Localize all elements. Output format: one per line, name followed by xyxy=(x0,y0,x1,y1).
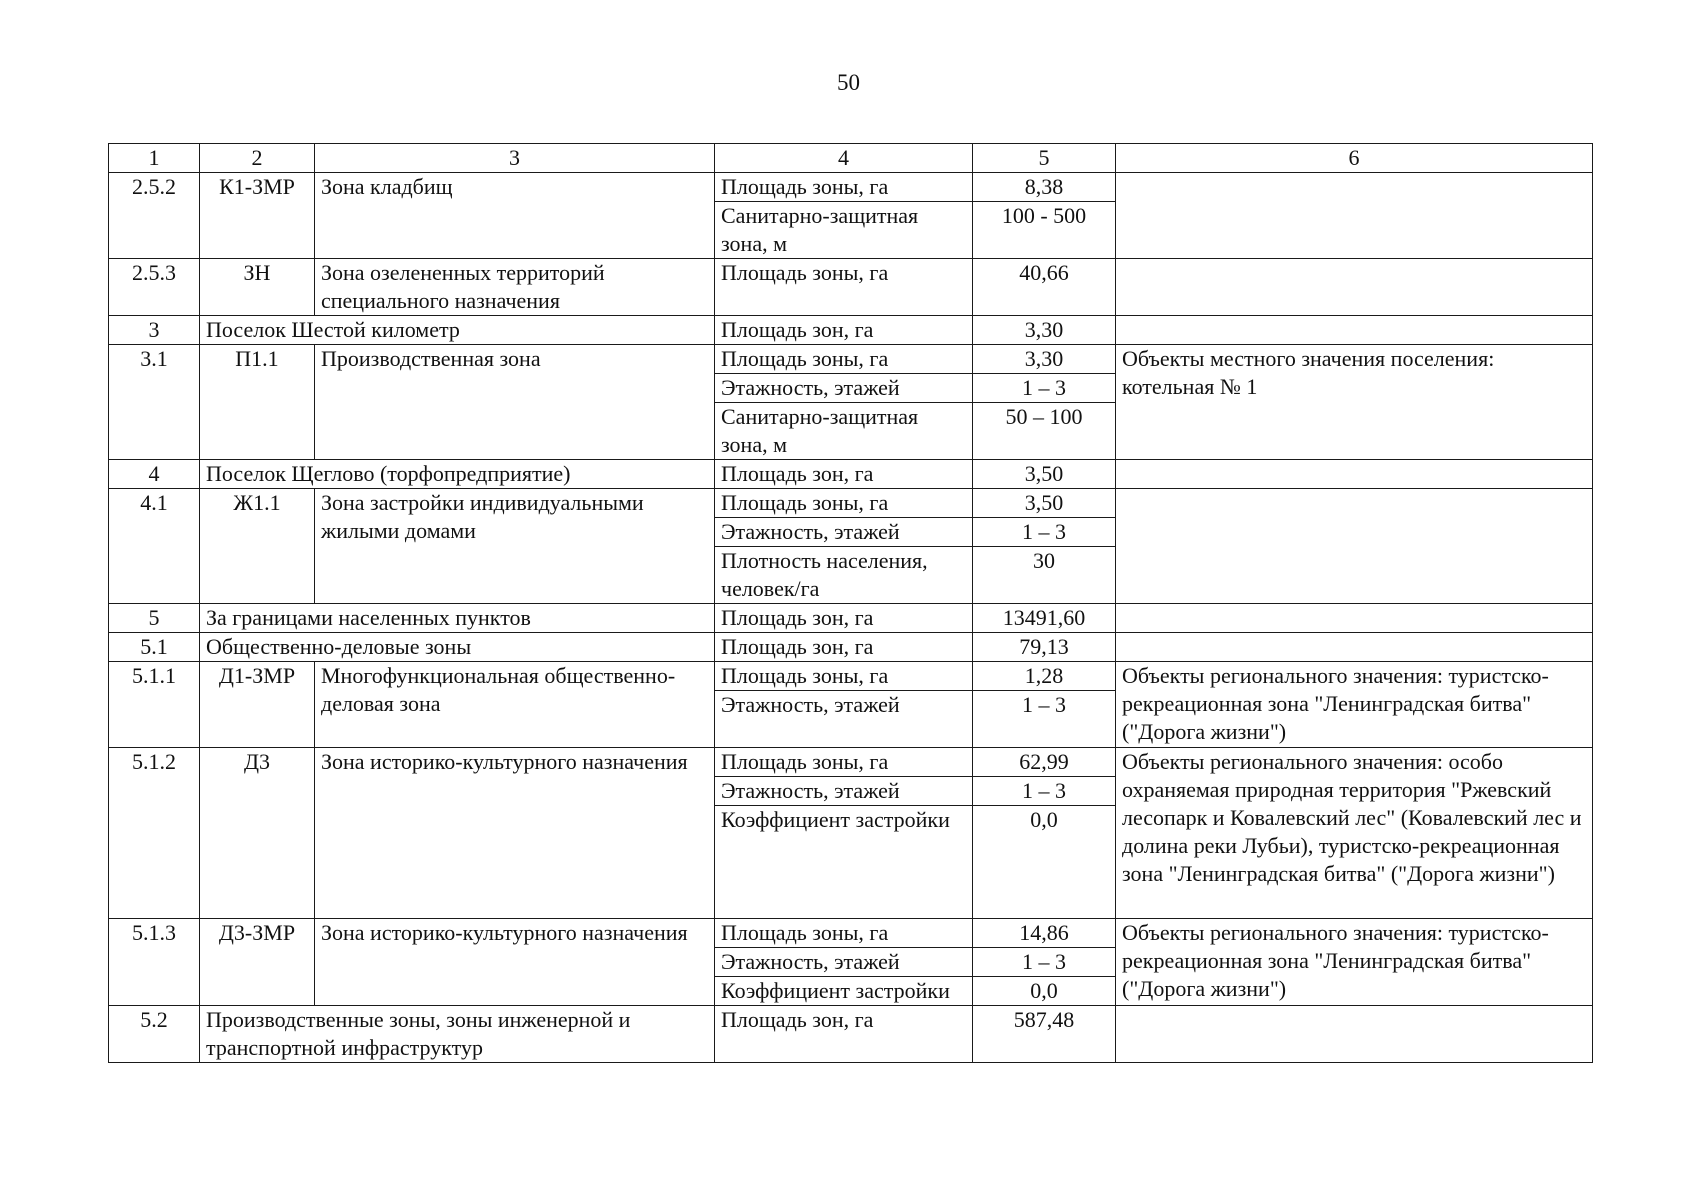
parameter-name: Площадь зон, га xyxy=(715,1006,973,1063)
parameter-value: 1 – 3 xyxy=(973,948,1116,977)
parameter-value: 1 – 3 xyxy=(973,518,1116,547)
table-header-row xyxy=(109,144,1593,173)
parameter-value: 79,13 xyxy=(973,633,1116,662)
zone-code: Ж1.1 xyxy=(200,489,315,604)
zone-name: Зона историко-культурного назначения xyxy=(315,919,715,1006)
zone-name: Зона застройки индивидуальными жилыми домами xyxy=(315,489,715,604)
zone-code: ЗН xyxy=(200,259,315,316)
table-row xyxy=(109,1006,1593,1063)
parameter-value: 62,99 xyxy=(973,748,1116,777)
section-name: Общественно-деловые зоны xyxy=(200,633,715,662)
header-cell: 6 xyxy=(1116,144,1593,173)
zone-objects: Объекты регионального значения: туристско-рекреационная зона "Ленинградская битва" ("Дорога жизни") xyxy=(1116,662,1593,748)
row-number: 5.1 xyxy=(109,633,200,662)
zone-name: Зона кладбищ xyxy=(315,173,715,259)
parameter-name: Площадь зоны, га xyxy=(715,748,973,777)
row-number: 5.2 xyxy=(109,1006,200,1063)
zone-objects xyxy=(1116,316,1593,345)
row-number: 2.5.3 xyxy=(109,259,200,316)
parameter-value: 100 - 500 xyxy=(973,202,1116,259)
table-row xyxy=(109,489,1593,518)
table-row xyxy=(109,919,1593,948)
parameter-name: Плотность населения, человек/га xyxy=(715,547,973,604)
zone-code: Д3-ЗМР xyxy=(200,919,315,1006)
parameter-name: Площадь зоны, га xyxy=(715,259,973,316)
zone-objects: Объекты местного значения поселения: котельная № 1 xyxy=(1116,345,1593,460)
zone-code: П1.1 xyxy=(200,345,315,460)
zone-objects xyxy=(1116,1006,1593,1063)
page-number: 50 xyxy=(837,70,860,95)
row-number: 5.1.2 xyxy=(109,748,200,919)
header-cell: 4 xyxy=(715,144,973,173)
zone-objects xyxy=(1116,633,1593,662)
parameter-value: 14,86 xyxy=(973,919,1116,948)
parameter-name: Коэффициент застройки xyxy=(715,977,973,1006)
section-name: За границами населенных пунктов xyxy=(200,604,715,633)
parameter-name: Площадь зон, га xyxy=(715,604,973,633)
parameter-value: 3,30 xyxy=(973,316,1116,345)
zone-objects xyxy=(1116,604,1593,633)
parameter-value: 1,28 xyxy=(973,662,1116,691)
table-row xyxy=(109,662,1593,691)
zone-objects: Объекты регионального значения: особо охраняемая природная территория "Ржевский лесопарк и Ковалевский лес" (Ковалевский лес и долина реки Лубьи), туристско-рекреационная зона "Ленинградская битва" ("Дорога жизни") xyxy=(1116,748,1593,919)
zone-name: Производственная зона xyxy=(315,345,715,460)
parameter-name: Коэффициент застройки xyxy=(715,806,973,919)
table-row xyxy=(109,345,1593,374)
parameter-value: 587,48 xyxy=(973,1006,1116,1063)
parameter-name: Санитарно-защитная зона, м xyxy=(715,403,973,460)
zone-code: Д1-ЗМР xyxy=(200,662,315,748)
zone-name: Зона озелененных территорий специального назначения xyxy=(315,259,715,316)
zone-objects xyxy=(1116,259,1593,316)
zone-objects: Объекты регионального значения: туристско-рекреационная зона "Ленинградская битва" ("Дорога жизни") xyxy=(1116,919,1593,1006)
zone-objects xyxy=(1116,460,1593,489)
table-row xyxy=(109,173,1593,202)
parameter-name: Площадь зоны, га xyxy=(715,919,973,948)
parameter-value: 40,66 xyxy=(973,259,1116,316)
table-row xyxy=(109,316,1593,345)
row-number: 3.1 xyxy=(109,345,200,460)
header-cell: 3 xyxy=(315,144,715,173)
parameter-name: Этажность, этажей xyxy=(715,374,973,403)
parameter-name: Санитарно-защитная зона, м xyxy=(715,202,973,259)
table-row xyxy=(109,633,1593,662)
parameter-value: 0,0 xyxy=(973,806,1116,919)
section-name: Поселок Щеглово (торфопредприятие) xyxy=(200,460,715,489)
parameter-value: 1 – 3 xyxy=(973,374,1116,403)
parameter-name: Площадь зон, га xyxy=(715,633,973,662)
parameter-value: 3,50 xyxy=(973,460,1116,489)
header-cell: 1 xyxy=(109,144,200,173)
row-number: 5 xyxy=(109,604,200,633)
parameter-name: Этажность, этажей xyxy=(715,948,973,977)
header-cell: 5 xyxy=(973,144,1116,173)
zone-objects xyxy=(1116,489,1593,604)
parameter-name: Этажность, этажей xyxy=(715,691,973,748)
row-number: 3 xyxy=(109,316,200,345)
section-name: Поселок Шестой километр xyxy=(200,316,715,345)
table-row xyxy=(109,604,1593,633)
parameter-name: Площадь зоны, га xyxy=(715,489,973,518)
parameter-value: 8,38 xyxy=(973,173,1116,202)
parameter-value: 30 xyxy=(973,547,1116,604)
parameter-name: Площадь зон, га xyxy=(715,316,973,345)
zones-table xyxy=(108,143,1593,1063)
parameter-value: 3,30 xyxy=(973,345,1116,374)
row-number: 2.5.2 xyxy=(109,173,200,259)
section-name: Производственные зоны, зоны инженерной и транспортной инфраструктур xyxy=(200,1006,715,1063)
parameter-name: Площадь зоны, га xyxy=(715,662,973,691)
parameter-value: 13491,60 xyxy=(973,604,1116,633)
table-row xyxy=(109,259,1593,316)
parameter-name: Площадь зоны, га xyxy=(715,345,973,374)
zone-name: Зона историко-культурного назначения xyxy=(315,748,715,919)
table-row xyxy=(109,460,1593,489)
header-cell: 2 xyxy=(200,144,315,173)
parameter-value: 1 – 3 xyxy=(973,777,1116,806)
parameter-value: 0,0 xyxy=(973,977,1116,1006)
parameter-name: Этажность, этажей xyxy=(715,777,973,806)
zone-name: Многофункциональная общественно-деловая зона xyxy=(315,662,715,748)
table-row xyxy=(109,748,1593,777)
row-number: 4 xyxy=(109,460,200,489)
row-number: 5.1.1 xyxy=(109,662,200,748)
parameter-value: 1 – 3 xyxy=(973,691,1116,748)
parameter-name: Этажность, этажей xyxy=(715,518,973,547)
zone-code: Д3 xyxy=(200,748,315,919)
zone-objects xyxy=(1116,173,1593,259)
parameter-name: Площадь зоны, га xyxy=(715,173,973,202)
parameter-value: 3,50 xyxy=(973,489,1116,518)
parameter-value: 50 – 100 xyxy=(973,403,1116,460)
zone-code: К1-ЗМР xyxy=(200,173,315,259)
row-number: 5.1.3 xyxy=(109,919,200,1006)
row-number: 4.1 xyxy=(109,489,200,604)
parameter-name: Площадь зон, га xyxy=(715,460,973,489)
